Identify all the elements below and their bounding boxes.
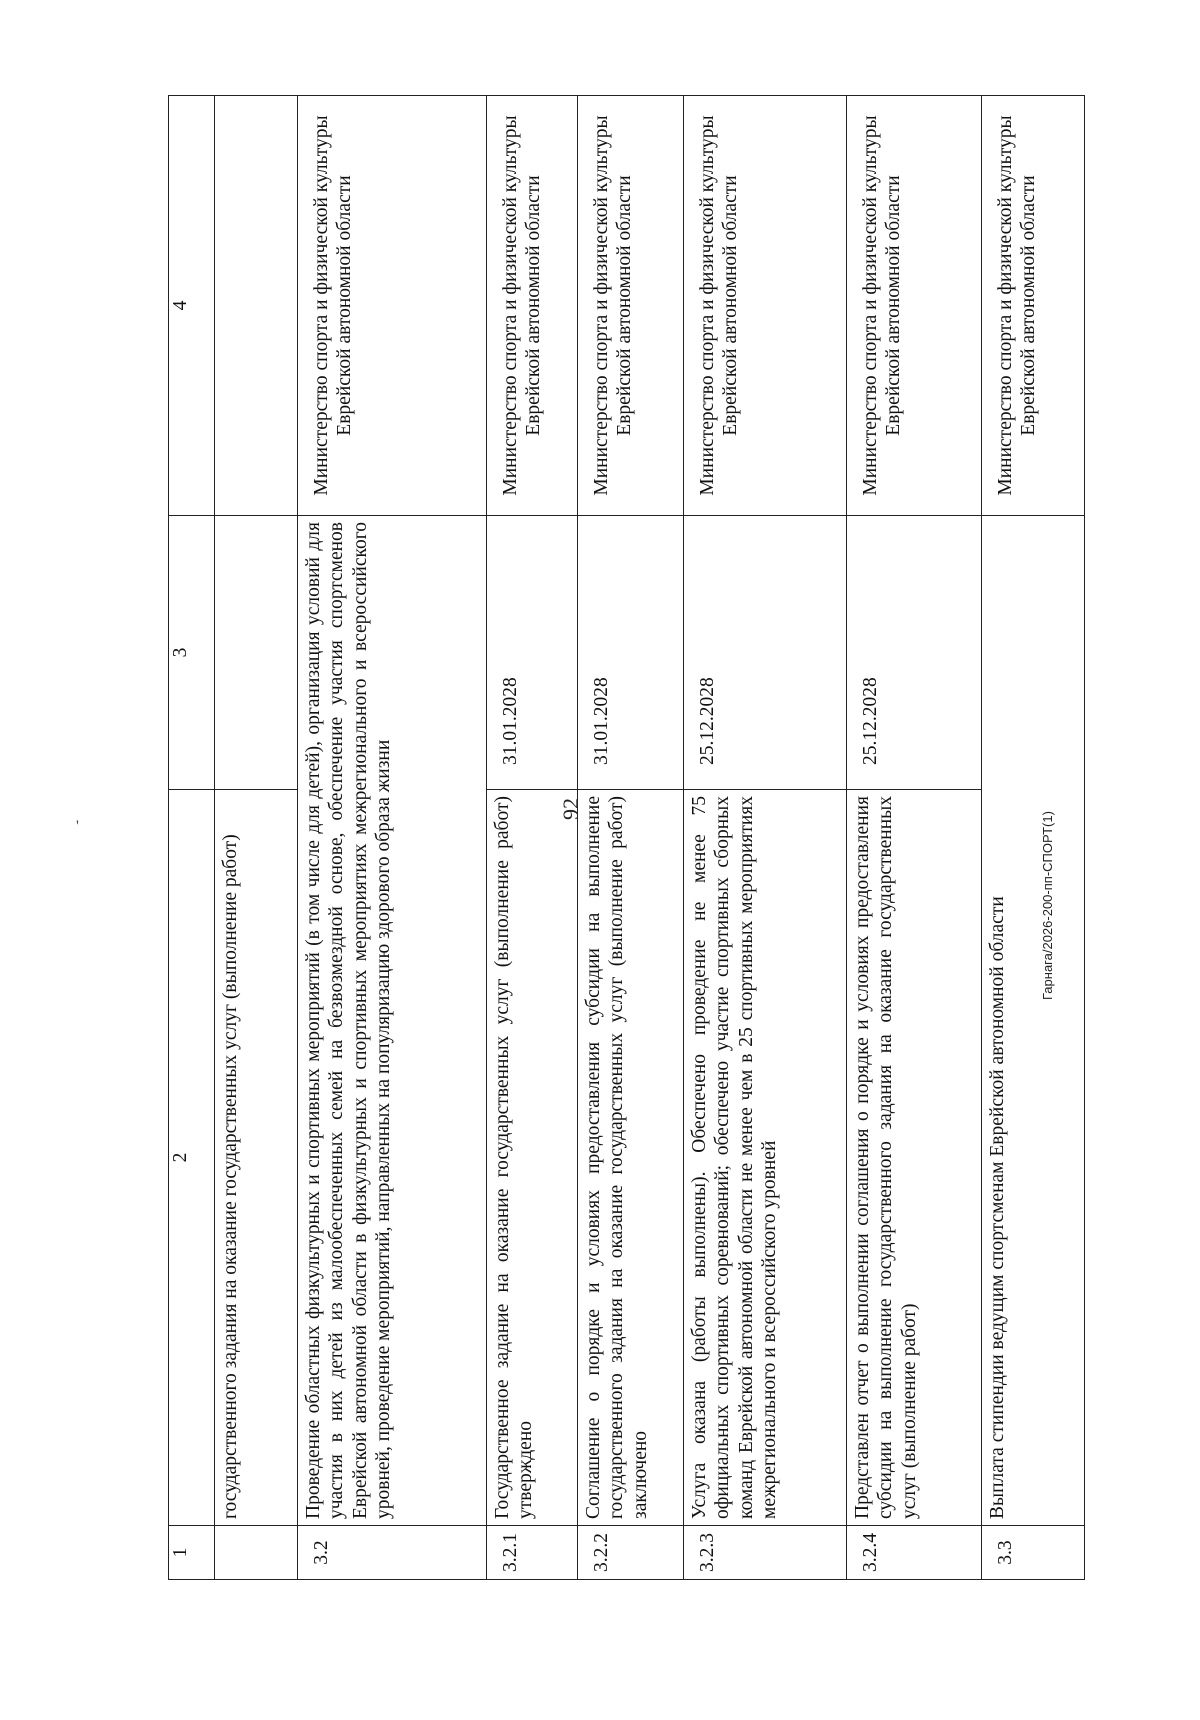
- row-description: Выплата стипендии ведущим спортсменам Еврейской автономной области: [982, 516, 1085, 1526]
- table-row: [215, 96, 298, 1580]
- row-number: 3.2.4: [847, 1526, 982, 1580]
- row-number: 3.2.3: [684, 1526, 847, 1580]
- table-row: [578, 96, 684, 1580]
- row-organization: Министерство спорта и физической культуры Еврейской автономной области: [298, 96, 487, 516]
- table-header-row: [169, 96, 215, 1580]
- table-row: [684, 96, 847, 1580]
- row-organization: Министерство спорта и физической культуры Еврейской автономной области: [487, 96, 578, 516]
- row-number: 3.2: [298, 1526, 487, 1580]
- row-organization: Министерство спорта и физической культуры Еврейской автономной области: [684, 96, 847, 516]
- row-number: 3.3: [982, 1526, 1085, 1580]
- rotated-content: [168, 96, 1045, 1580]
- table-row: [982, 96, 1085, 1580]
- row-organization: Министерство спорта и физической культуры Еврейской автономной области: [982, 96, 1085, 516]
- row-description: Проведение областных физкультурных и спортивных мероприятий (в том числе для детей), организация условий для участия в них детей из малообеспеченных семей на безвозмездной основе, обеспечение участия спортсменов Еврейской автономной области в физкультурных и спортивных мероприятиях межрегионального и всероссийского уровней, проведение мероприятий, направленных на популяризацию здорового образа жизни: [298, 516, 487, 1526]
- row-number: 3.2.1: [487, 1526, 578, 1580]
- page-number: 92: [558, 798, 583, 820]
- header-col-1: 1: [169, 1526, 215, 1580]
- row-date: 31.01.2028: [487, 516, 578, 790]
- row-date: [215, 516, 298, 790]
- row-description: государственного задания на оказание государственных услуг (выполнение работ): [215, 790, 298, 1526]
- row-description: Государственное задание на оказание государственных услуг (выполнение работ) утверждено: [487, 790, 578, 1526]
- document-footer-code: Гарнага/2026-200-пп-СПОРТ(1): [1040, 811, 1055, 1000]
- table-row: [298, 96, 487, 1580]
- header-col-4: 4: [169, 96, 215, 516]
- header-col-3: 3: [169, 516, 215, 790]
- table-row: [487, 96, 578, 1580]
- row-description: Представлен отчет о выполнении соглашения о порядке и условиях предоставления субсидии на выполнение государственного задания на оказание государственных услуг (выполнение работ): [847, 790, 982, 1526]
- row-organization: Министерство спорта и физической культуры Еврейской автономной области: [578, 96, 684, 516]
- row-date: 25.12.2028: [847, 516, 982, 790]
- row-number: 3.2.2: [578, 1526, 684, 1580]
- row-organization: Министерство спорта и физической культуры Еврейской автономной области: [847, 96, 982, 516]
- page-marker: ': [76, 818, 79, 835]
- row-date: 25.12.2028: [684, 516, 847, 790]
- schedule-table: [168, 95, 1085, 1580]
- row-number: [215, 1526, 298, 1580]
- row-date: 31.01.2028: [578, 516, 684, 790]
- row-description: Услуга оказана (работы выполнены). Обеспечено проведение не менее 75 официальных спортивных соревнований; обеспечено участие спортивных сборных команд Еврейской автономной области не менее чем в 25 спортивных мероприятиях межрегионального и всероссийского уровней: [684, 790, 847, 1526]
- table-row: [847, 96, 982, 1580]
- header-col-2: 2: [169, 790, 215, 1526]
- row-description: Соглашение о порядке и условиях предоставления субсидии на выполнение государственного задания на оказание государственных услуг (выполнение работ) заключено: [578, 790, 684, 1526]
- row-organization: [215, 96, 298, 516]
